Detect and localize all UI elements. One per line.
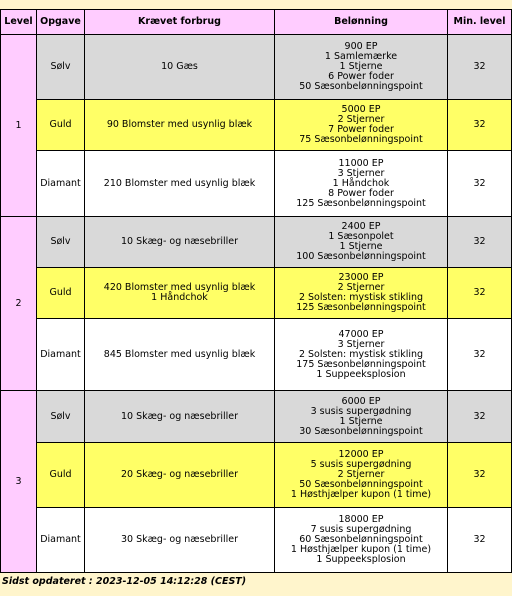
- opgave-cell: Guld: [37, 268, 85, 319]
- belonning-cell: [275, 319, 448, 391]
- opgave-cell: Sølv: [37, 391, 85, 443]
- cell-line: 210 Blomster med usynlig blæk: [103, 177, 256, 189]
- header-kraevet-forbrug: Krævet forbrug: [85, 10, 275, 35]
- belonning-cell: [275, 217, 448, 268]
- min-level-cell: 32: [448, 217, 512, 268]
- cell-line: 7 Power foder: [328, 124, 394, 135]
- cell-line: 1 Suppeeksplosion: [316, 554, 406, 565]
- cell-line: 420 Blomster med usynlig blæk: [103, 282, 256, 293]
- cell-line: 1 Sæsonpolet: [328, 231, 394, 242]
- opgave-cell: Sølv: [37, 35, 85, 100]
- cell-line: 1 Høsthjælper kupon (1 time): [290, 489, 432, 500]
- cell-line: 2 Solsten: mystisk stikling: [298, 292, 424, 303]
- min-level-cell: 32: [448, 268, 512, 319]
- cell-line: 23000 EP: [338, 272, 384, 283]
- rewards-table: [0, 9, 512, 573]
- forbrug-cell: [85, 319, 275, 391]
- cell-line: 18000 EP: [338, 514, 384, 525]
- forbrug-cell: [85, 268, 275, 319]
- opgave-cell: Diamant: [37, 508, 85, 573]
- cell-line: 10 Skæg- og næsebriller: [120, 236, 239, 247]
- level-cell: 3: [1, 391, 37, 573]
- table-row: [1, 443, 512, 508]
- cell-line: 7 susis supergødning: [310, 524, 412, 535]
- header-opgave: Opgave: [37, 10, 85, 35]
- belonning-cell: [275, 100, 448, 151]
- table-row: [1, 508, 512, 573]
- cell-line: 3 susis supergødning: [310, 405, 412, 417]
- cell-line: 845 Blomster med usynlig blæk: [103, 348, 256, 360]
- header-level: Level: [1, 10, 37, 35]
- cell-line: 2 Stjerner: [337, 469, 385, 480]
- cell-line: 47000 EP: [338, 328, 384, 340]
- cell-line: 50 Sæsonbelønningspoint: [299, 81, 423, 92]
- cell-line: 30 Sæsonbelønningspoint: [299, 425, 423, 437]
- forbrug-cell: [85, 100, 275, 151]
- forbrug-cell: [85, 443, 275, 508]
- cell-line: 900 EP: [344, 41, 378, 52]
- min-level-cell: 32: [448, 508, 512, 573]
- forbrug-cell: [85, 391, 275, 443]
- table-row: [1, 35, 512, 100]
- header-row: [1, 10, 512, 35]
- forbrug-cell: [85, 151, 275, 217]
- cell-line: 3 Stjerner: [337, 338, 385, 350]
- cell-line: 1 Samlemærke: [324, 51, 398, 62]
- cell-line: 50 Sæsonbelønningspoint: [299, 479, 423, 490]
- cell-line: 1 Suppeeksplosion: [316, 368, 406, 380]
- min-level-cell: 32: [448, 35, 512, 100]
- belonning-cell: [275, 151, 448, 217]
- cell-line: 1 Stjerne: [339, 61, 383, 72]
- cell-line: 10 Skæg- og næsebriller: [120, 410, 239, 422]
- belonning-cell: [275, 268, 448, 319]
- cell-line: 1 Håndchok: [332, 177, 390, 189]
- min-level-cell: 32: [448, 443, 512, 508]
- cell-line: 60 Sæsonbelønningspoint: [299, 534, 423, 545]
- cell-line: 125 Sæsonbelønningspoint: [296, 302, 426, 313]
- cell-line: 3 Stjerner: [337, 167, 385, 179]
- forbrug-cell: [85, 508, 275, 573]
- min-level-cell: 32: [448, 151, 512, 217]
- table-row: [1, 268, 512, 319]
- forbrug-cell: [85, 217, 275, 268]
- last-updated: Sidst opdateret : 2023-12-05 14:12:28 (CEST): [2, 576, 247, 587]
- cell-line: 8 Power foder: [328, 187, 394, 199]
- cell-line: 1 Stjerne: [339, 415, 383, 427]
- table-row: [1, 391, 512, 443]
- cell-line: 11000 EP: [338, 157, 384, 169]
- cell-line: 2 Stjerner: [337, 282, 385, 293]
- forbrug-cell: [85, 35, 275, 100]
- opgave-cell: Sølv: [37, 217, 85, 268]
- header-belonning: Belønning: [275, 10, 448, 35]
- belonning-cell: [275, 35, 448, 100]
- cell-line: 6000 EP: [341, 395, 381, 407]
- level-cell: 1: [1, 35, 37, 217]
- cell-line: 1 Håndchok: [151, 292, 208, 303]
- cell-line: 10 Gæs: [161, 61, 198, 72]
- belonning-cell: [275, 391, 448, 443]
- table-row: [1, 151, 512, 217]
- cell-line: 6 Power foder: [328, 71, 394, 82]
- cell-line: 5000 EP: [341, 104, 381, 115]
- min-level-cell: 32: [448, 391, 512, 443]
- header-min-level: Min. level: [448, 10, 512, 35]
- cell-line: 90 Blomster med usynlig blæk: [106, 119, 253, 130]
- cell-line: 30 Skæg- og næsebriller: [120, 534, 239, 545]
- table-row: [1, 319, 512, 391]
- cell-line: 2 Stjerner: [337, 114, 385, 125]
- level-cell: 2: [1, 217, 37, 391]
- table-body: [1, 35, 512, 573]
- cell-line: 1 Høsthjælper kupon (1 time): [290, 544, 432, 555]
- cell-line: 100 Sæsonbelønningspoint: [296, 251, 426, 262]
- opgave-cell: Guld: [37, 443, 85, 508]
- cell-line: 2400 EP: [341, 221, 381, 232]
- opgave-cell: Guld: [37, 100, 85, 151]
- cell-line: 2 Solsten: mystisk stikling: [298, 348, 424, 360]
- cell-line: 12000 EP: [338, 449, 384, 460]
- min-level-cell: 32: [448, 100, 512, 151]
- table-row: [1, 217, 512, 268]
- cell-line: 175 Sæsonbelønningspoint: [296, 358, 426, 370]
- opgave-cell: Diamant: [37, 319, 85, 391]
- belonning-cell: [275, 443, 448, 508]
- cell-line: 1 Stjerne: [339, 241, 383, 252]
- belonning-cell: [275, 508, 448, 573]
- cell-line: 5 susis supergødning: [310, 459, 412, 470]
- cell-line: 75 Sæsonbelønningspoint: [299, 134, 423, 145]
- table-row: [1, 100, 512, 151]
- min-level-cell: 32: [448, 319, 512, 391]
- opgave-cell: Diamant: [37, 151, 85, 217]
- cell-line: 125 Sæsonbelønningspoint: [296, 197, 426, 209]
- cell-line: 20 Skæg- og næsebriller: [120, 469, 239, 480]
